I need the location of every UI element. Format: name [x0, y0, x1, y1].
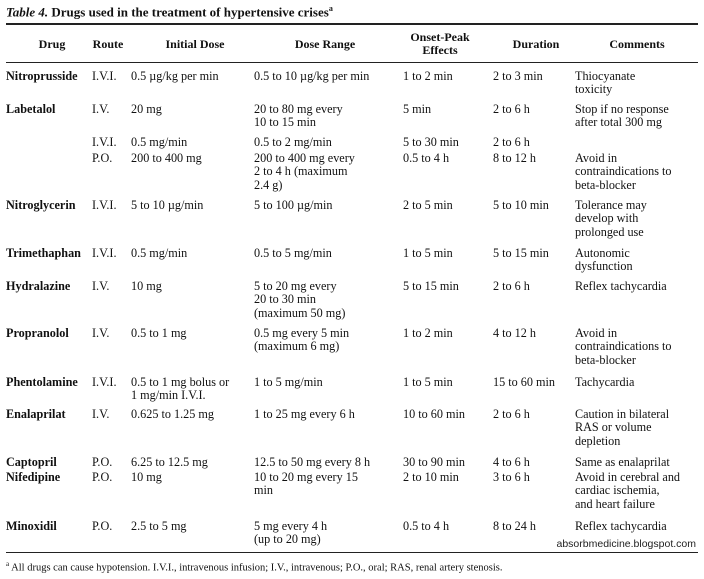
- row-route: I.V.: [92, 407, 110, 421]
- row-drug: Hydralazine: [6, 279, 71, 293]
- footnote: [6, 560, 502, 574]
- row-comments: Tolerance may develop with prolonged use: [575, 198, 647, 239]
- row-drug: Propranolol: [6, 326, 69, 340]
- row-initial-dose: 6.25 to 12.5 mg: [131, 455, 208, 469]
- row-dose-range: 12.5 to 50 mg every 8 h: [254, 455, 371, 469]
- row-comments: Reflex tachycardia: [575, 279, 667, 293]
- row-duration: 4 to 6 h: [493, 455, 530, 469]
- row-onset: 5 to 30 min: [403, 135, 459, 149]
- row-drug: Trimethaphan: [6, 246, 81, 260]
- row-onset: 30 to 90 min: [403, 455, 465, 469]
- header-duration: Duration: [512, 37, 560, 51]
- row-drug: Labetalol: [6, 102, 56, 116]
- row-comments: Tachycardia: [575, 375, 635, 389]
- row-duration: 2 to 6 h: [493, 102, 530, 116]
- header-initial-dose: Initial Dose: [165, 37, 225, 51]
- header-rule: [6, 62, 698, 63]
- row-route: I.V.I.: [92, 198, 117, 212]
- row-drug: Minoxidil: [6, 519, 57, 533]
- header-dose-range: Dose Range: [294, 37, 356, 51]
- row-drug: Captopril: [6, 455, 57, 469]
- row-onset: 5 to 15 min: [403, 279, 459, 293]
- row-onset: 2 to 5 min: [403, 198, 453, 212]
- row-drug: Phentolamine: [6, 375, 78, 389]
- row-onset: 5 min: [403, 102, 432, 116]
- header-route: Route: [92, 37, 124, 51]
- row-route: P.O.: [92, 470, 113, 484]
- row-drug: Nitroglycerin: [6, 198, 76, 212]
- row-initial-dose: 0.5 mg/min: [131, 135, 188, 149]
- row-route: P.O.: [92, 519, 113, 533]
- row-dose-range: 0.5 to 5 mg/min: [254, 246, 332, 260]
- header-comments: Comments: [609, 37, 665, 51]
- row-duration: 2 to 6 h: [493, 135, 530, 149]
- row-route: I.V.: [92, 102, 110, 116]
- row-duration: 2 to 6 h: [493, 279, 530, 293]
- row-initial-dose: 5 to 10 µg/min: [131, 198, 204, 212]
- row-dose-range: 20 to 80 mg every 10 to 15 min: [254, 102, 343, 130]
- row-dose-range: 10 to 20 mg every 15 min: [254, 470, 358, 498]
- row-onset: 2 to 10 min: [403, 470, 459, 484]
- watermark: absorbmedicine.blogspot.com: [556, 538, 696, 550]
- row-initial-dose: 0.5 to 1 mg bolus or 1 mg/min I.V.I.: [131, 375, 230, 403]
- row-duration: 15 to 60 min: [493, 375, 555, 389]
- row-dose-range: 0.5 mg every 5 min (maximum 6 mg): [254, 326, 350, 354]
- row-route: I.V.I.: [92, 246, 117, 260]
- row-dose-range: 5 to 100 µg/min: [254, 198, 333, 212]
- row-dose-range: 5 to 20 mg every 20 to 30 min (maximum 50 mg): [254, 279, 346, 320]
- row-initial-dose: 0.625 to 1.25 mg: [131, 407, 214, 421]
- row-initial-dose: 0.5 µg/kg per min: [131, 69, 219, 83]
- table-title: [6, 4, 333, 20]
- table-title-text: Drugs used in the treatment of hypertensive crises: [48, 4, 329, 20]
- row-duration: 8 to 12 h: [493, 151, 536, 165]
- row-comments: Autonomic dysfunction: [575, 246, 633, 274]
- row-comments: Same as enalaprilat: [575, 455, 670, 469]
- row-initial-dose: 10 mg: [131, 279, 162, 293]
- table-label: Table 4.: [6, 4, 49, 20]
- row-comments: Reflex tachycardia: [575, 519, 667, 533]
- row-route: I.V.I.: [92, 135, 117, 149]
- row-initial-dose: 10 mg: [131, 470, 162, 484]
- row-initial-dose: 2.5 to 5 mg: [131, 519, 187, 533]
- row-comments: Stop if no response after total 300 mg: [575, 102, 669, 130]
- row-route: P.O.: [92, 455, 113, 469]
- row-onset: 1 to 5 min: [403, 246, 453, 260]
- footnote-mark: a: [6, 560, 10, 568]
- row-dose-range: 0.5 to 2 mg/min: [254, 135, 332, 149]
- row-drug: Nitroprusside: [6, 69, 78, 83]
- row-onset: 1 to 2 min: [403, 69, 453, 83]
- row-duration: 5 to 15 min: [493, 246, 549, 260]
- row-duration: 8 to 24 h: [493, 519, 536, 533]
- row-drug: Enalaprilat: [6, 407, 66, 421]
- row-route: I.V.I.: [92, 375, 117, 389]
- row-dose-range: 0.5 to 10 µg/kg per min: [254, 69, 370, 83]
- row-onset: 1 to 2 min: [403, 326, 453, 340]
- row-onset: 1 to 5 min: [403, 375, 453, 389]
- row-initial-dose: 0.5 to 1 mg: [131, 326, 187, 340]
- row-duration: 3 to 6 h: [493, 470, 530, 484]
- row-onset: 0.5 to 4 h: [403, 151, 450, 165]
- table-title-footnote-mark: a: [328, 4, 333, 13]
- row-comments: Avoid in contraindications to beta-blocker: [575, 326, 672, 367]
- row-route: P.O.: [92, 151, 113, 165]
- row-duration: 5 to 10 min: [493, 198, 549, 212]
- row-dose-range: 200 to 400 mg every 2 to 4 h (maximum 2.4 g): [254, 151, 355, 192]
- row-route: I.V.I.: [92, 69, 117, 83]
- row-duration: 2 to 6 h: [493, 407, 530, 421]
- row-onset: 10 to 60 min: [403, 407, 465, 421]
- row-duration: 4 to 12 h: [493, 326, 536, 340]
- header-onset-peak: Onset-Peak Effects: [410, 30, 470, 57]
- top-rule: [6, 23, 698, 25]
- row-route: I.V.: [92, 279, 110, 293]
- row-route: I.V.: [92, 326, 110, 340]
- row-comments: Avoid in cerebral and cardiac ischemia, and heart failure: [575, 470, 681, 511]
- row-initial-dose: 0.5 mg/min: [131, 246, 188, 260]
- footnote-text: All drugs can cause hypotension. I.V.I., intravenous infusion; I.V., intravenous; P.O., oral; RAS, renal artery stenosis.: [9, 562, 503, 574]
- row-comments: Avoid in contraindications to beta-blocker: [575, 151, 672, 192]
- row-drug: Nifedipine: [6, 470, 61, 484]
- row-initial-dose: 200 to 400 mg: [131, 151, 202, 165]
- row-onset: 0.5 to 4 h: [403, 519, 450, 533]
- row-dose-range: 1 to 5 mg/min: [254, 375, 323, 389]
- row-comments: Caution in bilateral RAS or volume depletion: [575, 407, 670, 448]
- row-initial-dose: 20 mg: [131, 102, 162, 116]
- row-duration: 2 to 3 min: [493, 69, 543, 83]
- header-drug: Drug: [38, 37, 66, 51]
- bottom-rule: [6, 552, 698, 553]
- row-dose-range: 5 mg every 4 h (up to 20 mg): [254, 519, 328, 547]
- row-dose-range: 1 to 25 mg every 6 h: [254, 407, 355, 421]
- row-comments: Thiocyanate toxicity: [575, 69, 636, 97]
